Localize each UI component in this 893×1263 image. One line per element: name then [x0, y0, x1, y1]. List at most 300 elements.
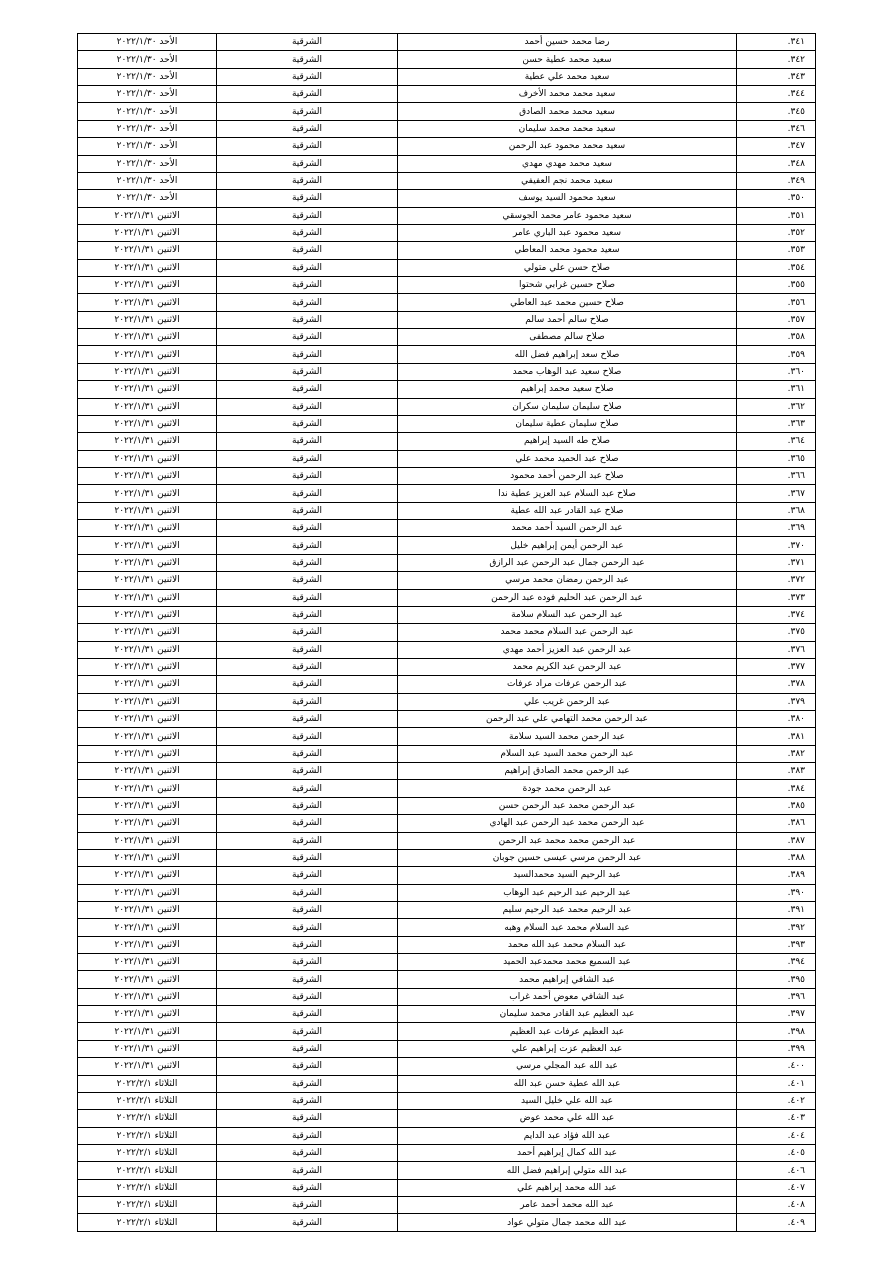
- row-governorate: الشرقية: [217, 537, 398, 554]
- row-name: عبد الله محمد أحمد عامر: [398, 1197, 737, 1214]
- table-row: [78, 34, 816, 51]
- row-name: عبد الرحمن مرسي عيسى حسين جوبان: [398, 849, 737, 866]
- row-governorate: الشرقية: [217, 259, 398, 276]
- row-governorate: الشرقية: [217, 728, 398, 745]
- row-governorate: الشرقية: [217, 190, 398, 207]
- row-name: عبد الرحمن عبد السلام سلامة: [398, 606, 737, 623]
- row-governorate: الشرقية: [217, 936, 398, 953]
- row-date: الأحد ٢٠٢٢/١/٣٠: [78, 155, 217, 172]
- row-governorate: الشرقية: [217, 381, 398, 398]
- row-governorate: الشرقية: [217, 797, 398, 814]
- row-date: الاثنين ٢٠٢٢/١/٣١: [78, 919, 217, 936]
- row-date: الاثنين ٢٠٢٢/١/٣١: [78, 537, 217, 554]
- row-number: ٣٦٤.: [737, 433, 816, 450]
- row-governorate: الشرقية: [217, 641, 398, 658]
- row-number: ٣٧٥.: [737, 624, 816, 641]
- row-number: ٣٥٤.: [737, 259, 816, 276]
- row-number: ٣٥٠.: [737, 190, 816, 207]
- row-number: ٣٨٥.: [737, 797, 816, 814]
- row-governorate: الشرقية: [217, 242, 398, 259]
- row-number: ٣٩٤.: [737, 954, 816, 971]
- row-governorate: الشرقية: [217, 1006, 398, 1023]
- row-name: صلاح عبد السلام عبد العزيز عطية ندا: [398, 485, 737, 502]
- row-date: الاثنين ٢٠٢٢/١/٣١: [78, 901, 217, 918]
- row-governorate: الشرقية: [217, 658, 398, 675]
- row-date: الثلاثاء ٢٠٢٢/٢/١: [78, 1127, 217, 1144]
- row-number: ٤٠١.: [737, 1075, 816, 1092]
- row-number: ٣٤٦.: [737, 120, 816, 137]
- row-date: الاثنين ٢٠٢٢/١/٣١: [78, 398, 217, 415]
- table-row: [78, 381, 816, 398]
- row-name: عبد الرحمن عبد الحليم فوده عبد الرحمن: [398, 589, 737, 606]
- row-name: عبد الله عطية حسن عبد الله: [398, 1075, 737, 1092]
- row-name: رضا محمد حسين أحمد: [398, 34, 737, 51]
- row-governorate: الشرقية: [217, 207, 398, 224]
- row-name: عبد الله محمد إبراهيم علي: [398, 1179, 737, 1196]
- table-row: [78, 485, 816, 502]
- row-date: الاثنين ٢٠٢٢/١/٣١: [78, 363, 217, 380]
- table-row: [78, 190, 816, 207]
- row-governorate: الشرقية: [217, 502, 398, 519]
- row-name: صلاح طه السيد إبراهيم: [398, 433, 737, 450]
- row-date: الاثنين ٢٠٢٢/١/٣١: [78, 832, 217, 849]
- row-governorate: الشرقية: [217, 676, 398, 693]
- row-date: الاثنين ٢٠٢٢/١/٣١: [78, 259, 217, 276]
- row-name: عبد الرحمن محمد التهامي علي عبد الرحمن: [398, 711, 737, 728]
- table-row: [78, 242, 816, 259]
- row-name: سعيد محمد محمد الأخرف: [398, 86, 737, 103]
- row-name: سعيد محمود محمد المعاطي: [398, 242, 737, 259]
- row-number: ٣٤٥.: [737, 103, 816, 120]
- row-date: الثلاثاء ٢٠٢٢/٢/١: [78, 1179, 217, 1196]
- row-governorate: الشرقية: [217, 954, 398, 971]
- table-row: [78, 988, 816, 1005]
- row-name: سعيد محمد مهدي مهدي: [398, 155, 737, 172]
- row-governorate: الشرقية: [217, 1110, 398, 1127]
- table-row: [78, 120, 816, 137]
- row-governorate: الشرقية: [217, 363, 398, 380]
- row-name: عبد الرحمن عبد السلام محمد محمد: [398, 624, 737, 641]
- table-row: [78, 606, 816, 623]
- row-name: صلاح سليمان سليمان سكران: [398, 398, 737, 415]
- row-number: ٣٥٧.: [737, 311, 816, 328]
- row-governorate: الشرقية: [217, 485, 398, 502]
- row-name: عبد الشافي إبراهيم محمد: [398, 971, 737, 988]
- row-number: ٣٧٨.: [737, 676, 816, 693]
- row-date: الاثنين ٢٠٢٢/١/٣١: [78, 224, 217, 241]
- table-row: [78, 502, 816, 519]
- row-date: الاثنين ٢٠٢٢/١/٣١: [78, 711, 217, 728]
- row-governorate: الشرقية: [217, 155, 398, 172]
- table-row: [78, 1127, 816, 1144]
- row-number: ٣٩٧.: [737, 1006, 816, 1023]
- row-name: عبد الرحمن غريب علي: [398, 693, 737, 710]
- table-row: [78, 433, 816, 450]
- row-governorate: الشرقية: [217, 849, 398, 866]
- row-date: الاثنين ٢٠٢٢/١/٣١: [78, 797, 217, 814]
- row-name: سعيد محمد علي عطية: [398, 68, 737, 85]
- row-governorate: الشرقية: [217, 693, 398, 710]
- row-name: عبد العظيم عرفات عبد العظيم: [398, 1023, 737, 1040]
- row-date: الاثنين ٢٠٢٢/١/٣١: [78, 815, 217, 832]
- row-governorate: الشرقية: [217, 172, 398, 189]
- table-row: [78, 641, 816, 658]
- row-number: ٣٧٢.: [737, 572, 816, 589]
- row-date: الاثنين ٢٠٢٢/١/٣١: [78, 572, 217, 589]
- row-name: سعيد محمد نجم العفيفي: [398, 172, 737, 189]
- table-row: [78, 537, 816, 554]
- row-name: عبد السلام محمد عبد الله محمد: [398, 936, 737, 953]
- table-row: [78, 172, 816, 189]
- row-governorate: الشرقية: [217, 572, 398, 589]
- table-row: [78, 398, 816, 415]
- row-date: الاثنين ٢٠٢٢/١/٣١: [78, 1040, 217, 1057]
- row-date: الثلاثاء ٢٠٢٢/٢/١: [78, 1092, 217, 1109]
- row-date: الأحد ٢٠٢٢/١/٣٠: [78, 68, 217, 85]
- row-date: الاثنين ٢٠٢٢/١/٣١: [78, 780, 217, 797]
- row-number: ٣٨٤.: [737, 780, 816, 797]
- row-governorate: الشرقية: [217, 780, 398, 797]
- row-governorate: الشرقية: [217, 1127, 398, 1144]
- table-row: [78, 901, 816, 918]
- table-row: [78, 450, 816, 467]
- row-number: ٣٩٨.: [737, 1023, 816, 1040]
- row-date: الاثنين ٢٠٢٢/١/٣١: [78, 606, 217, 623]
- row-number: ٤٠٠.: [737, 1058, 816, 1075]
- row-name: عبد الله فؤاد عبد الدايم: [398, 1127, 737, 1144]
- row-name: عبد الرحمن محمد الصادق إبراهيم: [398, 763, 737, 780]
- row-number: ٣٦٧.: [737, 485, 816, 502]
- row-date: الاثنين ٢٠٢٢/١/٣١: [78, 554, 217, 571]
- row-number: ٣٨٢.: [737, 745, 816, 762]
- row-name: عبد السلام محمد عبد السلام وهبه: [398, 919, 737, 936]
- row-number: ٤٠٦.: [737, 1162, 816, 1179]
- row-date: الأحد ٢٠٢٢/١/٣٠: [78, 103, 217, 120]
- row-number: ٣٩٩.: [737, 1040, 816, 1057]
- row-number: ٣٧٣.: [737, 589, 816, 606]
- row-name: عبد الله عبد المجلي مرسي: [398, 1058, 737, 1075]
- table-row: [78, 329, 816, 346]
- row-date: الأحد ٢٠٢٢/١/٣٠: [78, 190, 217, 207]
- table-row: [78, 1040, 816, 1057]
- table-row: [78, 797, 816, 814]
- row-name: عبد الرحمن محمد جودة: [398, 780, 737, 797]
- row-name: عبد الرحمن عبد الكريم محمد: [398, 658, 737, 675]
- table-row: [78, 658, 816, 675]
- row-name: صلاح سعيد عبد الوهاب محمد: [398, 363, 737, 380]
- row-name: عبد الرحمن عرفات مراد عرفات: [398, 676, 737, 693]
- row-number: ٣٨٩.: [737, 867, 816, 884]
- row-name: عبد الرحيم السيد محمدالسيد: [398, 867, 737, 884]
- row-name: صلاح سعيد محمد إبراهيم: [398, 381, 737, 398]
- row-name: صلاح سليمان عطية سليمان: [398, 415, 737, 432]
- row-governorate: الشرقية: [217, 832, 398, 849]
- table-row: [78, 1197, 816, 1214]
- row-governorate: الشرقية: [217, 971, 398, 988]
- row-date: الاثنين ٢٠٢٢/١/٣١: [78, 676, 217, 693]
- row-governorate: الشرقية: [217, 606, 398, 623]
- row-number: ٣٥٨.: [737, 329, 816, 346]
- row-number: ٣٥٢.: [737, 224, 816, 241]
- row-number: ٤٠٥.: [737, 1145, 816, 1162]
- row-date: الاثنين ٢٠٢٢/١/٣١: [78, 485, 217, 502]
- row-governorate: الشرقية: [217, 138, 398, 155]
- table-row: [78, 277, 816, 294]
- row-name: صلاح سالم أحمد سالم: [398, 311, 737, 328]
- table-row: [78, 207, 816, 224]
- row-governorate: الشرقية: [217, 294, 398, 311]
- table-row: [78, 884, 816, 901]
- row-number: ٣٨٨.: [737, 849, 816, 866]
- table-row: [78, 954, 816, 971]
- row-date: الثلاثاء ٢٠٢٢/٢/١: [78, 1075, 217, 1092]
- row-date: الاثنين ٢٠٢٢/١/٣١: [78, 1006, 217, 1023]
- row-name: صلاح عبد الرحمن أحمد محمود: [398, 467, 737, 484]
- table-row: [78, 259, 816, 276]
- table-row: [78, 51, 816, 68]
- table-row: [78, 572, 816, 589]
- row-number: ٣٤٢.: [737, 51, 816, 68]
- row-governorate: الشرقية: [217, 415, 398, 432]
- row-number: ٤٠٣.: [737, 1110, 816, 1127]
- row-governorate: الشرقية: [217, 1214, 398, 1231]
- row-date: الاثنين ٢٠٢٢/١/٣١: [78, 207, 217, 224]
- row-governorate: الشرقية: [217, 763, 398, 780]
- row-number: ٤٠٨.: [737, 1197, 816, 1214]
- row-name: عبد الرحمن محمد عبد الرحمن عبد الهادي: [398, 815, 737, 832]
- table-row: [78, 363, 816, 380]
- table-row: [78, 919, 816, 936]
- row-date: الاثنين ٢٠٢٢/١/٣١: [78, 502, 217, 519]
- row-date: الاثنين ٢٠٢٢/١/٣١: [78, 936, 217, 953]
- row-date: الاثنين ٢٠٢٢/١/٣١: [78, 277, 217, 294]
- row-name: عبد الرحمن السيد أحمد محمد: [398, 520, 737, 537]
- row-governorate: الشرقية: [217, 624, 398, 641]
- row-number: ٣٤٧.: [737, 138, 816, 155]
- row-number: ٣٦١.: [737, 381, 816, 398]
- row-governorate: الشرقية: [217, 34, 398, 51]
- table-row: [78, 1162, 816, 1179]
- row-date: الاثنين ٢٠٢٢/١/٣١: [78, 641, 217, 658]
- row-name: عبد العظيم عبد القادر محمد سليمان: [398, 1006, 737, 1023]
- row-name: عبد الرحمن محمد السيد سلامة: [398, 728, 737, 745]
- names-table-body: [78, 34, 816, 1232]
- row-number: ٣٦٠.: [737, 363, 816, 380]
- row-date: الأحد ٢٠٢٢/١/٣٠: [78, 34, 217, 51]
- row-governorate: الشرقية: [217, 1145, 398, 1162]
- row-governorate: الشرقية: [217, 884, 398, 901]
- row-governorate: الشرقية: [217, 311, 398, 328]
- table-row: [78, 1092, 816, 1109]
- table-row: [78, 346, 816, 363]
- row-date: الاثنين ٢٠٢٢/١/٣١: [78, 467, 217, 484]
- row-governorate: الشرقية: [217, 589, 398, 606]
- row-name: عبد الله علي خليل السيد: [398, 1092, 737, 1109]
- row-date: الاثنين ٢٠٢٢/١/٣١: [78, 867, 217, 884]
- table-row: [78, 311, 816, 328]
- row-name: صلاح سالم مصطفى: [398, 329, 737, 346]
- row-date: الاثنين ٢٠٢٢/١/٣١: [78, 1023, 217, 1040]
- row-date: الاثنين ٢٠٢٢/١/٣١: [78, 329, 217, 346]
- table-row: [78, 1145, 816, 1162]
- row-governorate: الشرقية: [217, 1092, 398, 1109]
- row-governorate: الشرقية: [217, 1058, 398, 1075]
- row-date: الاثنين ٢٠٢٢/١/٣١: [78, 884, 217, 901]
- row-date: الاثنين ٢٠٢٢/١/٣١: [78, 988, 217, 1005]
- row-name: عبد الرحمن رمضان محمد مرسي: [398, 572, 737, 589]
- table-row: [78, 1110, 816, 1127]
- row-governorate: الشرقية: [217, 467, 398, 484]
- row-name: عبد الشافي معوض أحمد غراب: [398, 988, 737, 1005]
- row-governorate: الشرقية: [217, 346, 398, 363]
- row-governorate: الشرقية: [217, 1040, 398, 1057]
- row-governorate: الشرقية: [217, 554, 398, 571]
- row-name: عبد الرحمن محمد عبد الرحمن حسن: [398, 797, 737, 814]
- row-governorate: الشرقية: [217, 1179, 398, 1196]
- row-date: الاثنين ٢٠٢٢/١/٣١: [78, 954, 217, 971]
- row-number: ٤٠٢.: [737, 1092, 816, 1109]
- row-number: ٣٨٦.: [737, 815, 816, 832]
- row-governorate: الشرقية: [217, 520, 398, 537]
- table-row: [78, 1023, 816, 1040]
- table-row: [78, 589, 816, 606]
- row-number: ٣٩٦.: [737, 988, 816, 1005]
- row-number: ٣٤٩.: [737, 172, 816, 189]
- table-row: [78, 520, 816, 537]
- row-date: الأحد ٢٠٢٢/١/٣٠: [78, 86, 217, 103]
- row-date: الاثنين ٢٠٢٢/١/٣١: [78, 693, 217, 710]
- row-date: الاثنين ٢٠٢٢/١/٣١: [78, 728, 217, 745]
- row-governorate: الشرقية: [217, 919, 398, 936]
- table-row: [78, 155, 816, 172]
- row-governorate: الشرقية: [217, 51, 398, 68]
- row-name: عبد الله متولي إبراهيم فضل الله: [398, 1162, 737, 1179]
- table-row: [78, 624, 816, 641]
- row-governorate: الشرقية: [217, 1162, 398, 1179]
- row-number: ٤٠٩.: [737, 1214, 816, 1231]
- row-number: ٣٩٥.: [737, 971, 816, 988]
- row-number: ٣٧٦.: [737, 641, 816, 658]
- row-name: عبد الرحيم محمد عبد الرحيم سليم: [398, 901, 737, 918]
- row-governorate: الشرقية: [217, 867, 398, 884]
- row-name: سعيد محمد محمود عبد الرحمن: [398, 138, 737, 155]
- row-name: سعيد محمد محمد الصادق: [398, 103, 737, 120]
- row-date: الاثنين ٢٠٢٢/١/٣١: [78, 294, 217, 311]
- row-number: ٤٠٧.: [737, 1179, 816, 1196]
- table-row: [78, 676, 816, 693]
- row-governorate: الشرقية: [217, 433, 398, 450]
- table-row: [78, 1058, 816, 1075]
- row-date: الاثنين ٢٠٢٢/١/٣١: [78, 433, 217, 450]
- table-row: [78, 971, 816, 988]
- row-number: ٣٨١.: [737, 728, 816, 745]
- row-governorate: الشرقية: [217, 711, 398, 728]
- table-row: [78, 936, 816, 953]
- row-number: ٣٩٣.: [737, 936, 816, 953]
- row-name: عبد السميع محمد محمدعبد الحميد: [398, 954, 737, 971]
- row-name: عبد الله علي محمد عوض: [398, 1110, 737, 1127]
- row-governorate: الشرقية: [217, 745, 398, 762]
- row-number: ٣٩١.: [737, 901, 816, 918]
- row-date: الثلاثاء ٢٠٢٢/٢/١: [78, 1214, 217, 1231]
- row-date: الاثنين ٢٠٢٢/١/٣١: [78, 763, 217, 780]
- row-number: ٣٥٣.: [737, 242, 816, 259]
- row-name: صلاح حسين محمد عبد العاطي: [398, 294, 737, 311]
- row-date: الاثنين ٢٠٢٢/١/٣١: [78, 242, 217, 259]
- row-date: الثلاثاء ٢٠٢٢/٢/١: [78, 1110, 217, 1127]
- row-number: ٣٥٥.: [737, 277, 816, 294]
- row-name: عبد الرحمن عبد العزيز أحمد مهدي: [398, 641, 737, 658]
- row-date: الثلاثاء ٢٠٢٢/٢/١: [78, 1145, 217, 1162]
- row-governorate: الشرقية: [217, 86, 398, 103]
- row-number: ٣٦٣.: [737, 415, 816, 432]
- table-row: [78, 224, 816, 241]
- row-governorate: الشرقية: [217, 815, 398, 832]
- row-number: ٣٩٢.: [737, 919, 816, 936]
- row-governorate: الشرقية: [217, 1075, 398, 1092]
- row-governorate: الشرقية: [217, 120, 398, 137]
- row-name: عبد الرحمن أيمن إبراهيم خليل: [398, 537, 737, 554]
- row-governorate: الشرقية: [217, 450, 398, 467]
- row-date: الثلاثاء ٢٠٢٢/٢/١: [78, 1197, 217, 1214]
- row-number: ٣٨٧.: [737, 832, 816, 849]
- table-row: [78, 780, 816, 797]
- row-governorate: الشرقية: [217, 224, 398, 241]
- row-date: الاثنين ٢٠٢٢/١/٣١: [78, 381, 217, 398]
- row-name: سعيد محمد عطية حسن: [398, 51, 737, 68]
- row-number: ٤٠٤.: [737, 1127, 816, 1144]
- row-number: ٣٥٦.: [737, 294, 816, 311]
- names-table: [77, 33, 816, 1232]
- row-name: سعيد محمود السيد يوسف: [398, 190, 737, 207]
- row-name: سعيد محمد محمد سليمان: [398, 120, 737, 137]
- row-number: ٣٦٩.: [737, 520, 816, 537]
- row-date: الاثنين ٢٠٢٢/١/٣١: [78, 589, 217, 606]
- row-name: عبد الرحيم عبد الرحيم عبد الوهاب: [398, 884, 737, 901]
- row-number: ٣٧٠.: [737, 537, 816, 554]
- row-number: ٣٤٤.: [737, 86, 816, 103]
- table-row: [78, 68, 816, 85]
- row-name: عبد الله محمد جمال متولي عواد: [398, 1214, 737, 1231]
- table-row: [78, 728, 816, 745]
- row-number: ٣٧٤.: [737, 606, 816, 623]
- row-name: سعيد محمود عبد الباري عامر: [398, 224, 737, 241]
- row-governorate: الشرقية: [217, 398, 398, 415]
- row-date: الاثنين ٢٠٢٢/١/٣١: [78, 849, 217, 866]
- row-name: صلاح عبد القادر عبد الله عطية: [398, 502, 737, 519]
- row-name: صلاح عبد الحميد محمد علي: [398, 450, 737, 467]
- row-number: ٣٩٠.: [737, 884, 816, 901]
- table-row: [78, 554, 816, 571]
- table-row: [78, 1006, 816, 1023]
- row-date: الاثنين ٢٠٢٢/١/٣١: [78, 658, 217, 675]
- table-row: [78, 1179, 816, 1196]
- row-name: عبد الرحمن محمد محمد عبد الرحمن: [398, 832, 737, 849]
- row-name: سعيد محمود عامر محمد الجوسقي: [398, 207, 737, 224]
- row-date: الأحد ٢٠٢٢/١/٣٠: [78, 51, 217, 68]
- row-number: ٣٨٠.: [737, 711, 816, 728]
- row-number: ٣٤٨.: [737, 155, 816, 172]
- row-governorate: الشرقية: [217, 1023, 398, 1040]
- row-number: ٣٦٨.: [737, 502, 816, 519]
- row-number: ٣٦٥.: [737, 450, 816, 467]
- row-name: عبد الرحمن جمال عبد الرحمن عبد الرازق: [398, 554, 737, 571]
- row-governorate: الشرقية: [217, 68, 398, 85]
- row-name: صلاح سعد إبراهيم فضل الله: [398, 346, 737, 363]
- table-row: [78, 849, 816, 866]
- row-date: الاثنين ٢٠٢٢/١/٣١: [78, 624, 217, 641]
- row-name: عبد الله كمال إبراهيم أحمد: [398, 1145, 737, 1162]
